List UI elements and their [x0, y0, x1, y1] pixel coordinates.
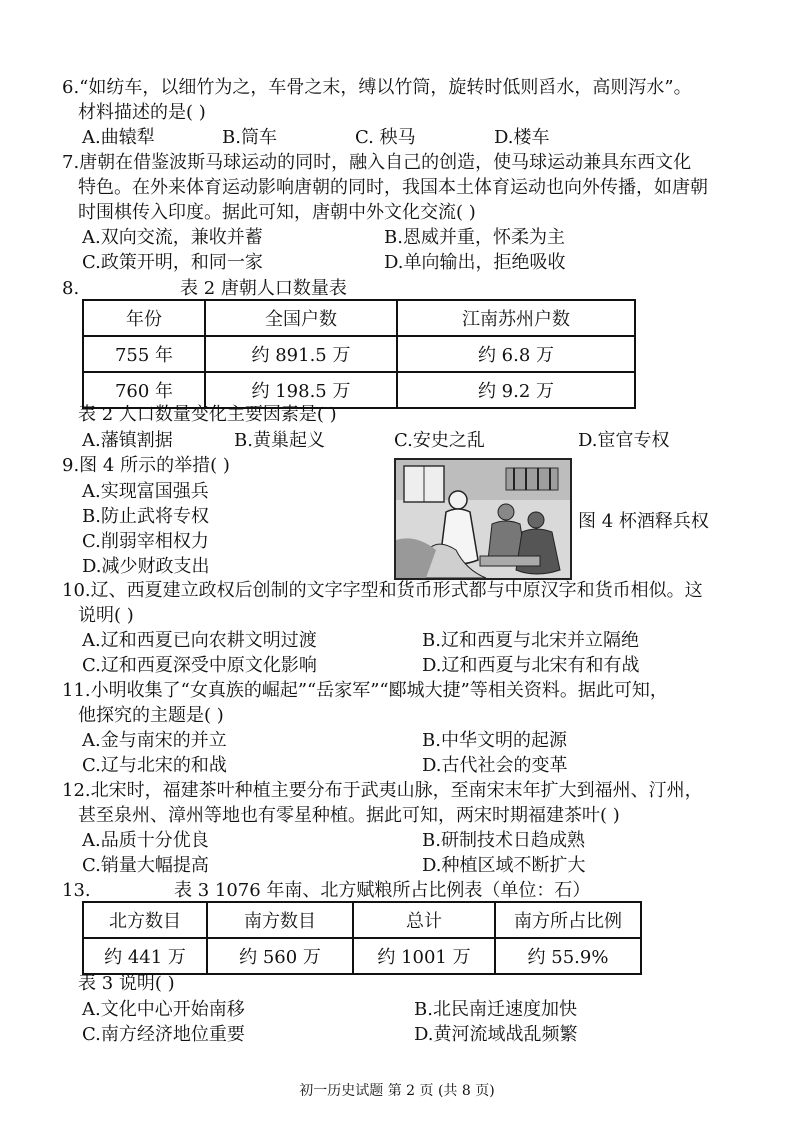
q8-option-d: D.宦官专权: [578, 430, 670, 451]
table-row: [83, 902, 641, 938]
table-row: [83, 938, 641, 974]
table-header: 全国户数: [205, 300, 397, 336]
q12-stem-line2: 甚至泉州、漳州等地也有零星种植。据此可知，两宋时期福建茶叶( ): [78, 805, 620, 826]
q11-stem-line2: 他探究的主题是( ): [78, 705, 224, 726]
q11-option-c: C.辽与北宋的和战: [82, 755, 227, 776]
q7-option-d: D.单向输出，拒绝吸收: [384, 252, 566, 273]
q13-option-b: B.北民南迁速度加快: [414, 999, 577, 1020]
q13-option-c: C.南方经济地位重要: [82, 1024, 245, 1045]
q11-stem-line1: 11.小明收集了“女真族的崛起”“岳家军”“郾城大捷”等相关资料。据此可知，: [62, 680, 668, 701]
q13-question: 表 3 说明( ): [78, 973, 175, 994]
q12-stem-line1: 12.北宋时，福建茶叶种植主要分布于武夷山脉，至南宋末年扩大到福州、汀州，: [62, 780, 703, 801]
banquet-illustration-drawing: [396, 460, 570, 578]
q12-option-d: D.种植区域不断扩大: [422, 855, 586, 876]
table-cell: 755 年: [83, 336, 205, 372]
table-header: 总计: [353, 902, 495, 938]
q10-option-d: D.辽和西夏与北宋有和有战: [422, 655, 640, 676]
q11-option-d: D.古代社会的变革: [422, 755, 568, 776]
table-row: [83, 300, 635, 336]
q7-stem-line1: 7.唐朝在借鉴波斯马球运动的同时，融入自己的创造，使马球运动兼具东西文化: [62, 152, 692, 173]
q10-option-a: A.辽和西夏已向农耕文明过渡: [82, 630, 317, 651]
q9-stem: 9.图 4 所示的举措( ): [62, 455, 230, 476]
table-header: 江南苏州户数: [397, 300, 635, 336]
q8-population-table: [82, 299, 636, 409]
q7-option-a: A.双向交流，兼收并蓄: [82, 227, 263, 248]
table-cell: 约 6.8 万: [397, 336, 635, 372]
q9-option-d: D.减少财政支出: [82, 556, 210, 577]
q13-option-d: D.黄河流域战乱频繁: [414, 1024, 578, 1045]
q10-option-c: C.辽和西夏深受中原文化影响: [82, 655, 317, 676]
q6-option-b: B.筒车: [222, 127, 277, 148]
table-header: 北方数目: [83, 902, 207, 938]
q11-option-a: A.金与南宋的并立: [82, 730, 227, 751]
q8-table-caption: 表 2 唐朝人口数量表: [180, 278, 347, 299]
q6-stem-line1: 6.“如纺车，以细竹为之，车骨之末，缚以竹筒，旋转时低则舀水，高则泻水”。: [62, 77, 692, 98]
q8-option-b: B.黄巢起义: [234, 430, 325, 451]
table-cell: 约 9.2 万: [397, 372, 635, 408]
table-cell: 约 198.5 万: [205, 372, 397, 408]
q8-question: 表 2 人口数量变化主要因素是( ): [78, 404, 337, 425]
q7-stem-line3: 时围棋传入印度。据此可知，唐朝中外文化交流( ): [78, 202, 476, 223]
figure-4-caption: 图 4 杯酒释兵权: [578, 511, 709, 532]
q8-option-a: A.藩镇割据: [82, 430, 173, 451]
table-cell: 760 年: [83, 372, 205, 408]
q13-grain-tax-table: [82, 901, 642, 975]
table-header: 南方数目: [207, 902, 353, 938]
q7-stem-line2: 特色。在外来体育运动影响唐朝的同时，我国本土体育运动也向外传播，如唐朝: [78, 177, 708, 198]
q7-option-b: B.恩威并重，怀柔为主: [384, 227, 565, 248]
q9-option-a: A.实现富国强兵: [82, 481, 209, 502]
q10-stem-line1: 10.辽、西夏建立政权后创制的文字字型和货币形式都与中原汉字和货币相似。这: [62, 580, 703, 601]
banquet-illustration: [394, 458, 572, 580]
table-row: [83, 336, 635, 372]
table-cell: 约 891.5 万: [205, 336, 397, 372]
table-header: 年份: [83, 300, 205, 336]
q10-option-b: B.辽和西夏与北宋并立隔绝: [422, 630, 639, 651]
q13-table-caption: 表 3 1076 年南、北方赋粮所占比例表（单位：石）: [174, 880, 591, 901]
q12-option-a: A.品质十分优良: [82, 830, 209, 851]
q7-option-c: C.政策开明，和同一家: [82, 252, 263, 273]
q10-stem-line2: 说明( ): [78, 605, 134, 626]
q8-option-c: C.安史之乱: [394, 430, 485, 451]
table-cell: 约 55.9%: [495, 938, 641, 974]
table-header: 南方所占比例: [495, 902, 641, 938]
q13-option-a: A.文化中心开始南移: [82, 999, 245, 1020]
q13-number: 13.: [62, 880, 91, 901]
q9-option-b: B.防止武将专权: [82, 506, 209, 527]
q6-option-a: A.曲辕犁: [82, 127, 155, 148]
q12-option-b: B.研制技术日趋成熟: [422, 830, 585, 851]
table-cell: 约 441 万: [83, 938, 207, 974]
q9-option-c: C.削弱宰相权力: [82, 531, 209, 552]
page-footer: 初一历史试题 第 2 页 (共 8 页): [299, 1083, 495, 1099]
q11-option-b: B.中华文明的起源: [422, 730, 567, 751]
q6-option-d: D.楼车: [494, 127, 550, 148]
q6-stem-line2: 材料描述的是( ): [78, 102, 206, 123]
q6-option-c: C. 秧马: [355, 127, 416, 148]
table-cell: 约 1001 万: [353, 938, 495, 974]
q12-option-c: C.销量大幅提高: [82, 855, 209, 876]
table-cell: 约 560 万: [207, 938, 353, 974]
q8-number: 8.: [62, 278, 80, 299]
